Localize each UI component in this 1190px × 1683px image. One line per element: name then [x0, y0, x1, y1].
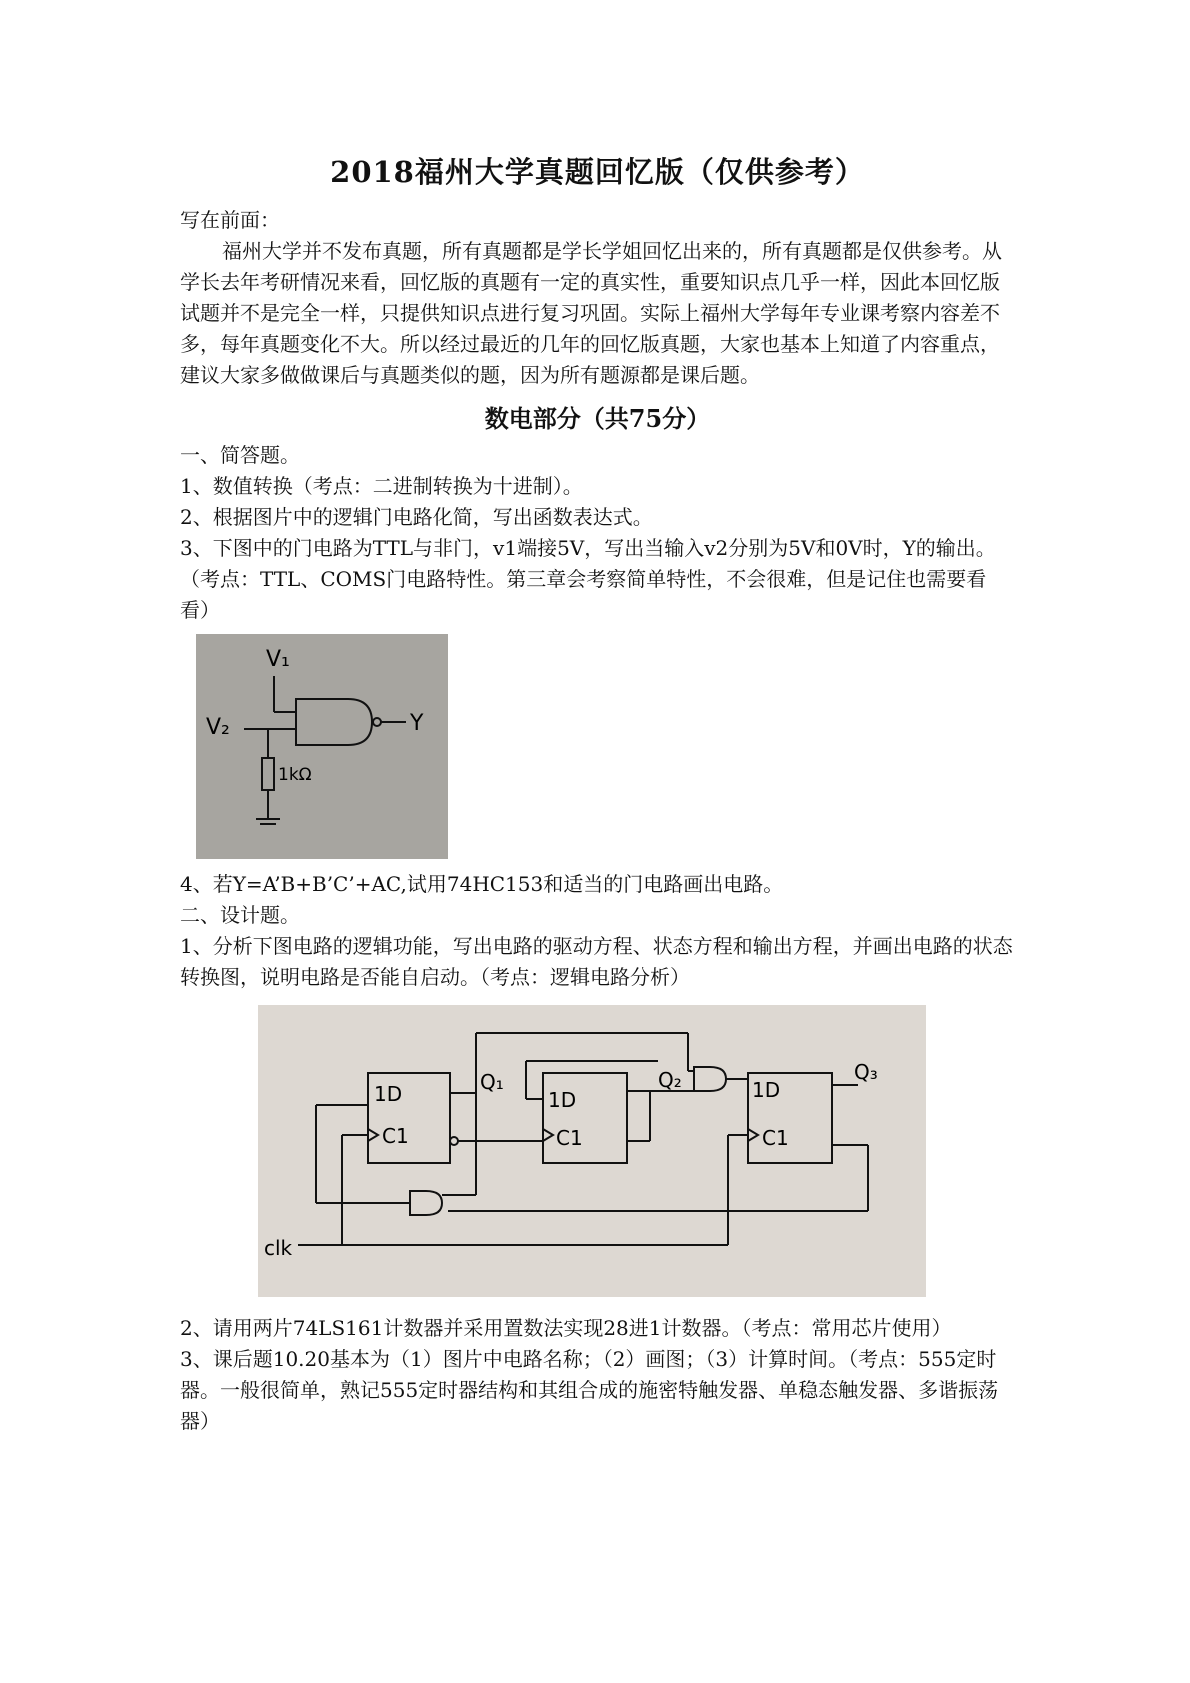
- ff2-d-label: 1D: [548, 1088, 577, 1112]
- part2-question-2: 2、请用两片74LS161计数器并采用置数法实现28进1计数器。（考点：常用芯片使用）: [180, 1316, 952, 1340]
- clk-label: clk: [264, 1236, 293, 1260]
- ff3-d-label: 1D: [752, 1078, 781, 1102]
- part1-question-1: 1、数值转换（考点：二进制转换为十进制）。: [180, 474, 583, 498]
- feedback-and-gate: [410, 1191, 442, 1215]
- ff1-c-label: C1: [382, 1124, 409, 1148]
- ttl-nand-gate-figure: [196, 634, 448, 859]
- part1-question-2: 2、根据图片中的逻辑门电路化简，写出函数表达式。: [180, 505, 653, 529]
- v2-label: V₂: [206, 715, 230, 740]
- section-heading: 数电部分（共75分）: [484, 404, 711, 433]
- part1-question-4: 4、若Y=A’B+B’C’+AC,试用74HC153和适当的门电路画出电路。: [180, 872, 784, 896]
- intro-paragraph: 福州大学并不发布真题，所有真题都是学长学姐回忆出来的，所有真题都是仅供参考。从学长去年考研情况来看，回忆版的真题有一定的真实性，重要知识点几乎一样，因此本回忆版试题并不是完全一样，只提供知识点进行复习巩固。实际上福州大学每年专业课考察内容差不多，每年真题变化不大。所以经过最近的几年的回忆版真题，大家也基本上知道了内容重点，建议大家多做做课后与真题类似的题，因为所有题源都是课后题。: [180, 239, 1002, 387]
- document-page: [180, 150, 1015, 1437]
- y-label: Y: [410, 711, 424, 736]
- part2-question-3: 3、课后题10.20基本为（1）图片中电路名称；（2）画图；（3）计算时间。（考点：555定时器。一般很简单，熟记555定时器结构和其组合成的施密特触发器、单稳态触发器、多谐振荡器）: [180, 1347, 999, 1433]
- part2-heading: 二、设计题。: [180, 903, 300, 927]
- q1-label: Q₁: [480, 1070, 504, 1094]
- part1-question-3: 3、下图中的门电路为TTL与非门，v1端接5V，写出当输入v2分别为5V和0V时，Y的输出。（考点：TTL、COMS门电路特性。第三章会考察简单特性，不会很难，但是记住也需要看看）: [180, 536, 996, 622]
- document-title: 2018福州大学真题回忆版（仅供参考）: [330, 155, 865, 189]
- ff3-c-label: C1: [762, 1126, 789, 1150]
- ff2-c-label: C1: [556, 1126, 583, 1150]
- sequential-circuit-figure: [258, 1005, 926, 1297]
- and-gate: [694, 1067, 726, 1091]
- ff1-d-label: 1D: [374, 1082, 403, 1106]
- resistor-label: 1kΩ: [278, 765, 312, 785]
- q3-label: Q₃: [854, 1060, 878, 1084]
- part2-question-1: 1、分析下图电路的逻辑功能，写出电路的驱动方程、状态方程和输出方程，并画出电路的状态转换图，说明电路是否能自启动。（考点：逻辑电路分析）: [180, 934, 1013, 989]
- part1-heading: 一、简答题。: [180, 443, 300, 467]
- intro-heading: 写在前面：: [180, 208, 280, 232]
- q2-label: Q₂: [658, 1068, 682, 1092]
- v1-label: V₁: [266, 647, 290, 672]
